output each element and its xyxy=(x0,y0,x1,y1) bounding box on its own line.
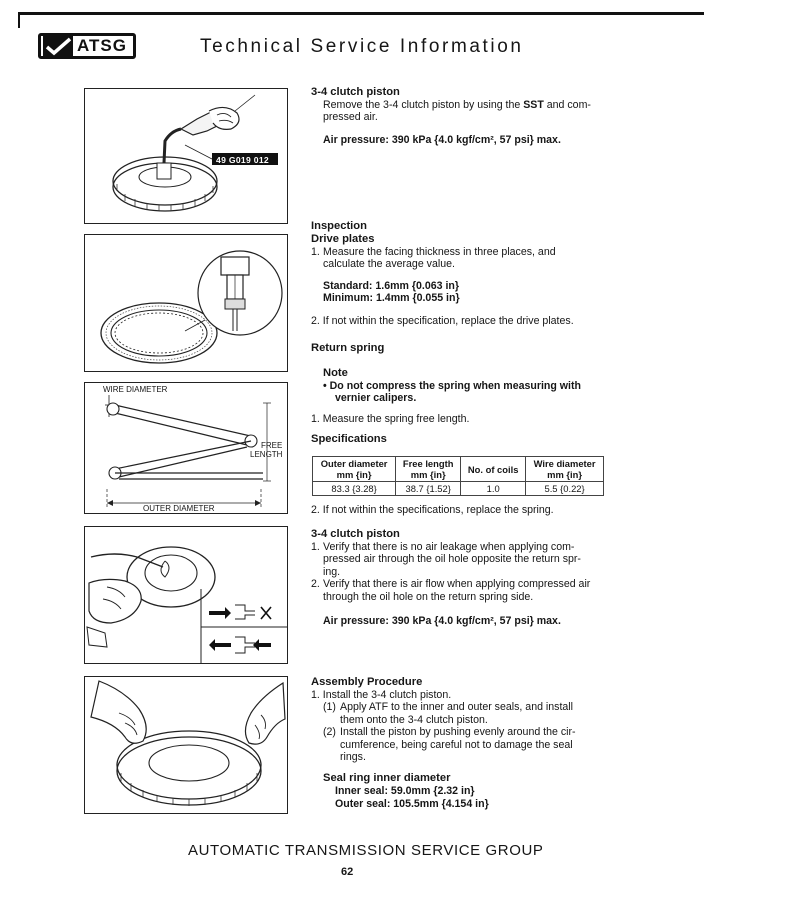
inner-seal-spec: Inner seal: 59.0mm {2.32 in} xyxy=(335,785,475,798)
section-piston-check: 3-4 clutch piston 1. Verify that there is no air leakage when applying com- pressed air through the oil hole opposite the return spr- ing. 2. Verify that there is air flow when applying compressed air through the oil hole on the return spring side. Air pressure: 390 kPa {4.0 kgf/cm², 57 psi} max. xyxy=(311,528,607,627)
figure-sst-air-gun xyxy=(84,88,288,224)
figure-drive-plate xyxy=(84,234,288,372)
seal-ring-title: Seal ring inner diameter xyxy=(323,772,451,785)
section-inspection: Inspection Drive plates 1. Measure the facing thickness in three places, and calculate the average value. Standard: 1.6mm {0.063 in} Minimum: 1.4mm {0.055 in} 2. If not within the specification, replace the drive plates. xyxy=(311,220,607,327)
spring-step-2: 2. If not within the specifications, replace the spring. xyxy=(311,504,554,516)
section-title: 3-4 clutch piston xyxy=(311,86,400,98)
assembly-step-1: 1. Install the 3-4 clutch piston. xyxy=(311,689,452,701)
logo-text: ATSG xyxy=(77,36,127,55)
assembly-title: Assembly Procedure xyxy=(311,676,423,688)
table-cell: 38.7 {1.52} xyxy=(396,482,461,496)
drive-plates-title: Drive plates xyxy=(311,233,375,245)
check-mark-icon xyxy=(43,36,73,56)
free-length-label-2: LENGTH xyxy=(250,450,283,459)
atsg-logo xyxy=(38,33,136,59)
return-spring-title: Return spring xyxy=(311,342,385,354)
outer-diameter-label: OUTER DIAMETER xyxy=(143,504,215,513)
air-pressure-spec-2: Air pressure: 390 kPa {4.0 kgf/cm², 57 psi} max. xyxy=(323,615,561,628)
wire-diameter-label: WIRE DIAMETER xyxy=(103,385,168,394)
note-line-1: • Do not compress the spring when measuring with xyxy=(323,380,581,392)
air-pressure-spec: Air pressure: 390 kPa {4.0 kgf/cm², 57 psi} max. xyxy=(323,133,561,146)
figure-air-leak-test xyxy=(84,526,288,664)
page-number: 62 xyxy=(341,866,354,878)
figure-return-spring xyxy=(84,382,288,514)
table-row xyxy=(313,482,604,496)
specifications-title: Specifications xyxy=(311,433,387,446)
section-return-spring xyxy=(311,342,607,446)
table-header-cell: Outer diameter mm {in} xyxy=(313,457,396,482)
sst-part-number: 49 G019 012 xyxy=(216,155,269,165)
removal-text: Remove the 3-4 clutch piston by using the SST and com- pressed air. xyxy=(323,99,591,124)
outer-seal-spec: Outer seal: 105.5mm {4.154 in} xyxy=(335,797,489,810)
spring-spec-table xyxy=(312,456,604,496)
minimum-spec: Minimum: 1.4mm {0.055 in} xyxy=(323,292,460,305)
table-cell: 5.5 {0.22} xyxy=(526,482,604,496)
table-cell: 83.3 {3.28} xyxy=(313,482,396,496)
table-header-cell: Wire diameter mm {in} xyxy=(526,457,604,482)
drive-plate-step-2: 2. If not within the specification, replace the drive plates. xyxy=(311,314,574,327)
note-line-2: vernier calipers. xyxy=(335,392,417,405)
free-length-label-1: FREE xyxy=(261,441,283,450)
standard-spec: Standard: 1.6mm {0.063 in} xyxy=(323,279,460,292)
header-rule xyxy=(18,12,704,15)
section-piston-removal xyxy=(311,86,611,146)
note-title: Note xyxy=(323,367,348,379)
page-title: Technical Service Information xyxy=(200,36,524,57)
section-assembly: Assembly Procedure 1. Install the 3-4 clutch piston. (1) Apply ATF to the inner and outer seals, and install them onto the 3-4 clutch piston. (2) Install the piston by pushing evenly around the cir- cumference, being careful not to damage the seal rings. Seal ring inner diameter Inner seal: 59.0mm {2.32 in} Outer seal: 105.5mm {4.154 in} xyxy=(311,676,607,810)
inspection-title: Inspection xyxy=(311,220,367,232)
piston-check-title: 3-4 clutch piston xyxy=(311,528,400,540)
table-header-row xyxy=(313,457,604,482)
table-cell: 1.0 xyxy=(461,482,526,496)
figure-piston-install xyxy=(84,676,288,814)
table-header-cell: No. of coils xyxy=(461,457,526,482)
header-tick xyxy=(18,12,20,28)
table-header-cell: Free length mm {in} xyxy=(396,457,461,482)
spring-step-1: 1. Measure the spring free length. xyxy=(311,412,470,425)
footer-title: AUTOMATIC TRANSMISSION SERVICE GROUP xyxy=(188,842,544,859)
